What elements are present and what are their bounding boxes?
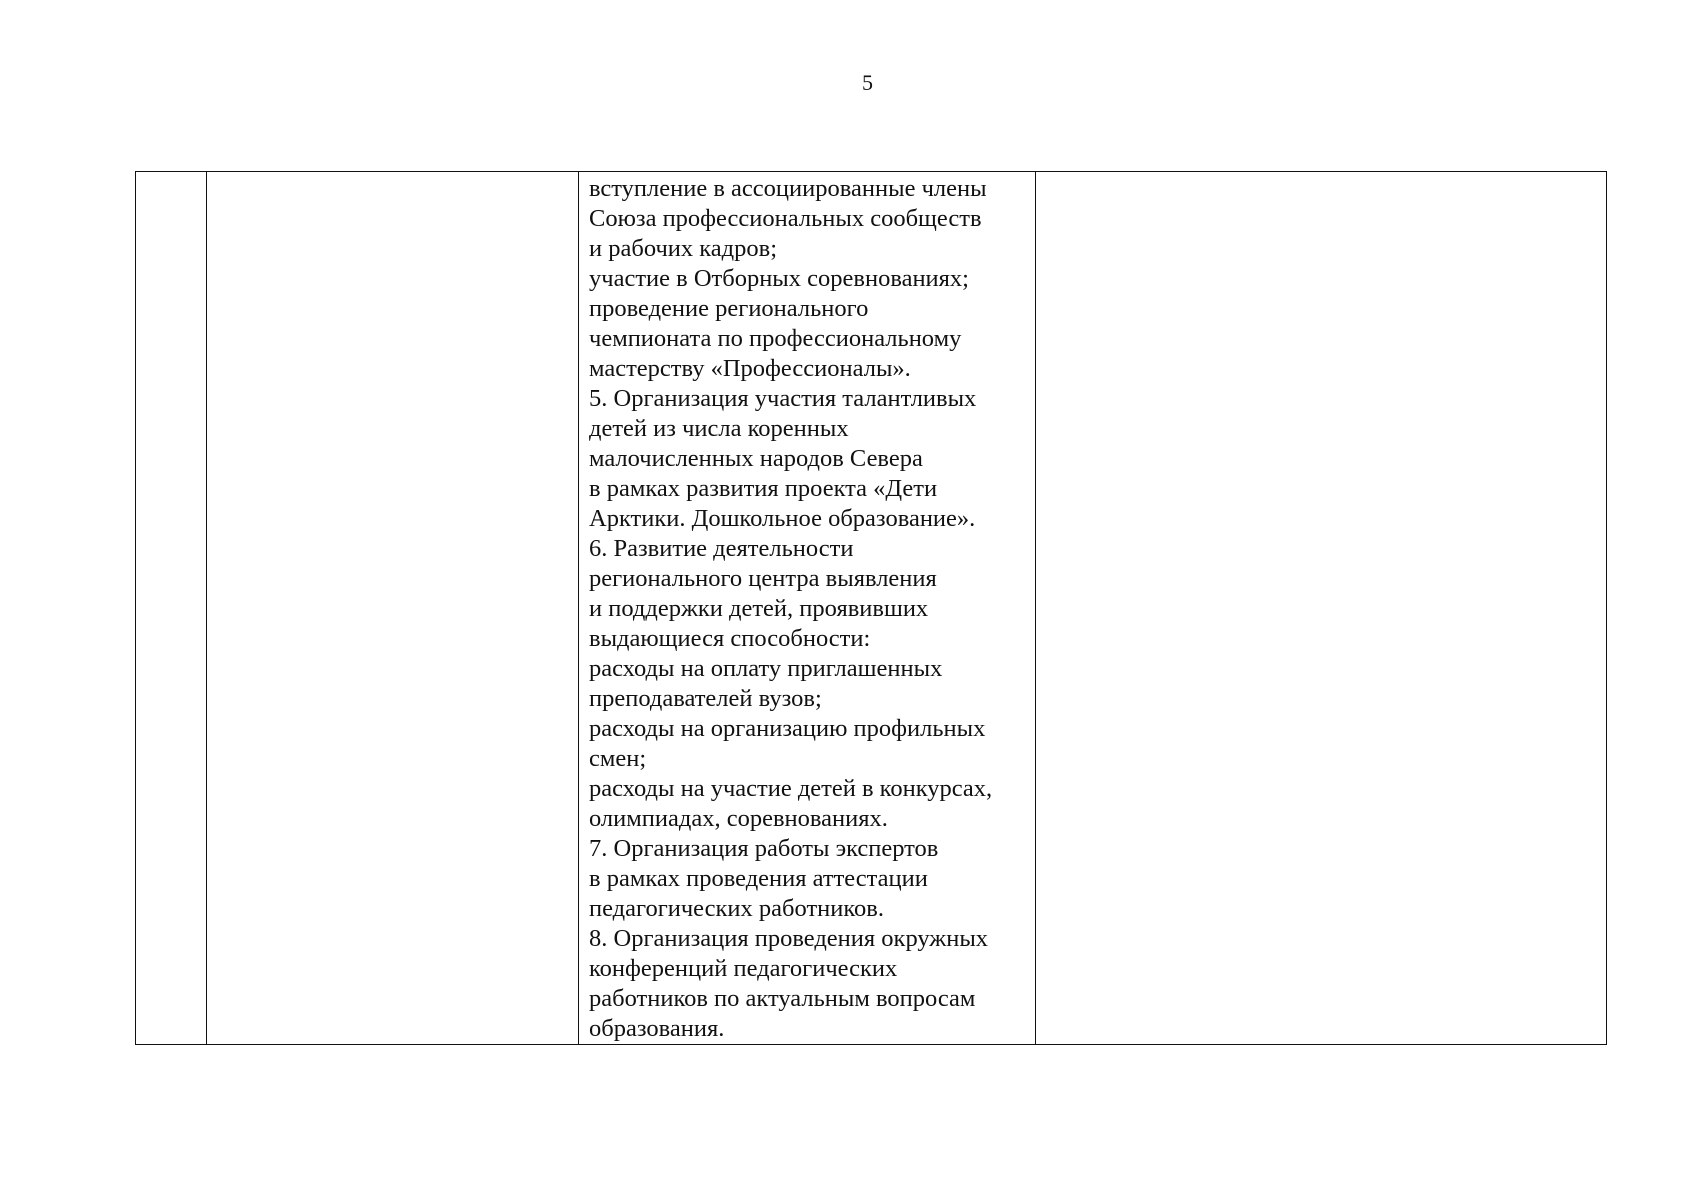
table-cell-description bbox=[579, 172, 1036, 1045]
text-line: 7. Организация работы экспертов bbox=[589, 835, 939, 862]
text-line: мастерству «Профессионалы». bbox=[589, 355, 911, 382]
text-line: расходы на участие детей в конкурсах, bbox=[589, 775, 993, 802]
text-line: и поддержки детей, проявивших bbox=[589, 595, 929, 622]
text-line: олимпиадах, соревнованиях. bbox=[589, 805, 888, 832]
description-lines bbox=[579, 172, 1035, 1044]
text-line: и рабочих кадров; bbox=[589, 235, 777, 262]
text-line: 5. Организация участия талантливых bbox=[589, 385, 977, 412]
text-line: 6. Развитие деятельности bbox=[589, 535, 854, 562]
text-line: расходы на оплату приглашенных bbox=[589, 655, 943, 682]
text-line: конференций педагогических bbox=[589, 955, 898, 982]
text-line: в рамках проведения аттестации bbox=[589, 865, 928, 892]
text-line: чемпионата по профессиональному bbox=[589, 325, 962, 352]
table-cell-number bbox=[136, 172, 207, 1045]
text-line: вступление в ассоциированные члены bbox=[589, 175, 987, 202]
text-line: Арктики. Дошкольное образование». bbox=[589, 505, 976, 532]
table-cell-name bbox=[207, 172, 579, 1045]
text-line: 8. Организация проведения окружных bbox=[589, 925, 989, 952]
text-line: работников по актуальным вопросам bbox=[589, 985, 976, 1012]
text-line: участие в Отборных соревнованиях; bbox=[589, 265, 969, 292]
text-line: выдающиеся способности: bbox=[589, 625, 871, 652]
table-cell-notes bbox=[1036, 172, 1607, 1045]
text-line: Союза профессиональных сообществ bbox=[589, 205, 982, 232]
text-line: детей из числа коренных bbox=[589, 415, 849, 442]
text-line: смен; bbox=[589, 745, 647, 772]
content-table bbox=[135, 171, 1607, 1045]
text-line: проведение регионального bbox=[589, 295, 869, 322]
table-row bbox=[136, 172, 1607, 1045]
text-line: регионального центра выявления bbox=[589, 565, 937, 592]
text-line: преподавателей вузов; bbox=[589, 685, 822, 712]
text-line: педагогических работников. bbox=[589, 895, 884, 922]
text-line: малочисленных народов Севера bbox=[589, 445, 923, 472]
page-number: 5 bbox=[862, 70, 873, 95]
text-line: в рамках развития проекта «Дети bbox=[589, 475, 938, 502]
text-line: образования. bbox=[589, 1015, 725, 1042]
text-line: расходы на организацию профильных bbox=[589, 715, 986, 742]
